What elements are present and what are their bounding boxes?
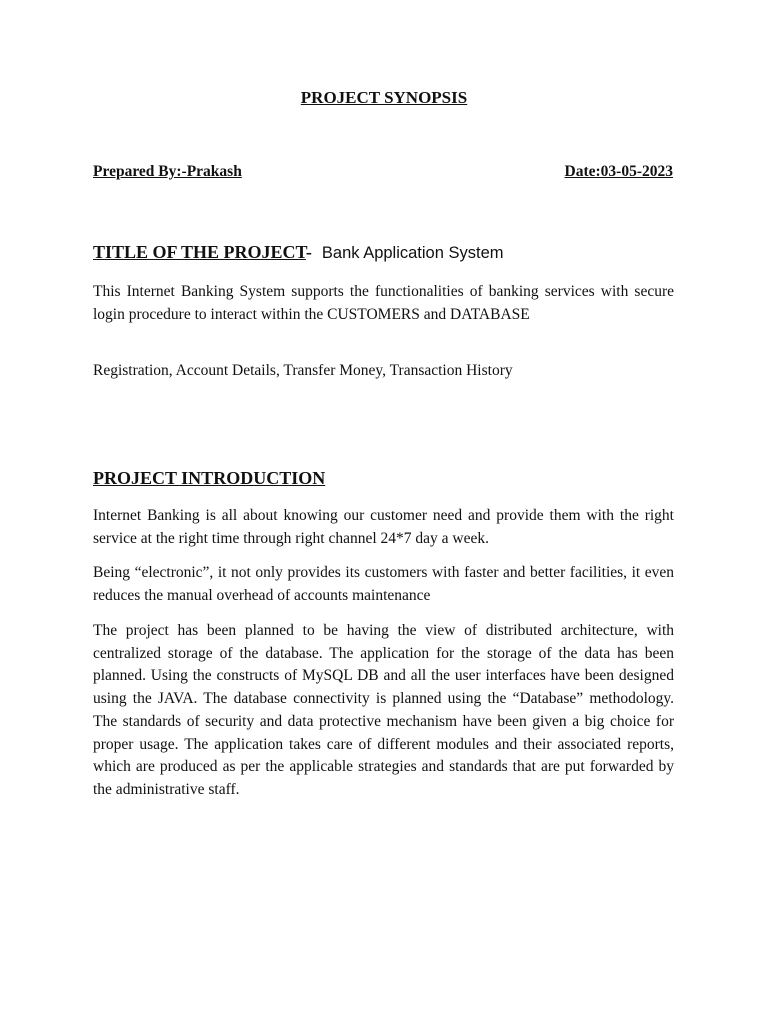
project-title-line [93,242,693,263]
project-title-value: Bank Application System [321,244,504,262]
section-heading-introduction: PROJECT INTRODUCTION [93,468,326,488]
document-date: Date:03-05-2023 [564,163,673,180]
feature-list: Registration, Account Details, Transfer Money, Transaction History [93,362,513,379]
meta-row [93,163,673,181]
project-title-dash: - [305,242,312,262]
project-description: This Internet Banking System supports the functionalities of banking services with secure login procedure to interact within the CUSTOMERS and DATABASE [93,283,674,323]
intro-paragraph: The project has been planned to be having the view of distributed architecture, with centralized storage of the database. The application for the storage of the data has been planned. Using the constructs of MySQL DB and all the user interfaces have been designed using the JAVA. The database connectivity is planned using the “Database” methodology. The standards of security and data protective mechanism have been given a big choice for proper usage. The application takes care of different modules and their associated reports, which are produced as per the applicable strategies and standards that are put forwarded by the administrative staff. [93,622,674,798]
intro-paragraph: Internet Banking is all about knowing our customer need and provide them with the right service at the right time through right channel 24*7 day a week. [93,507,674,547]
prepared-by: Prepared By:-Prakash [93,163,242,180]
page-title: PROJECT SYNOPSIS [300,88,468,107]
intro-paragraph: Being “electronic”, it not only provides its customers with faster and better facilities, it even reduces the manual overhead of accounts maintenance [93,564,674,604]
project-title-label: TITLE OF THE PROJECT [93,242,306,262]
